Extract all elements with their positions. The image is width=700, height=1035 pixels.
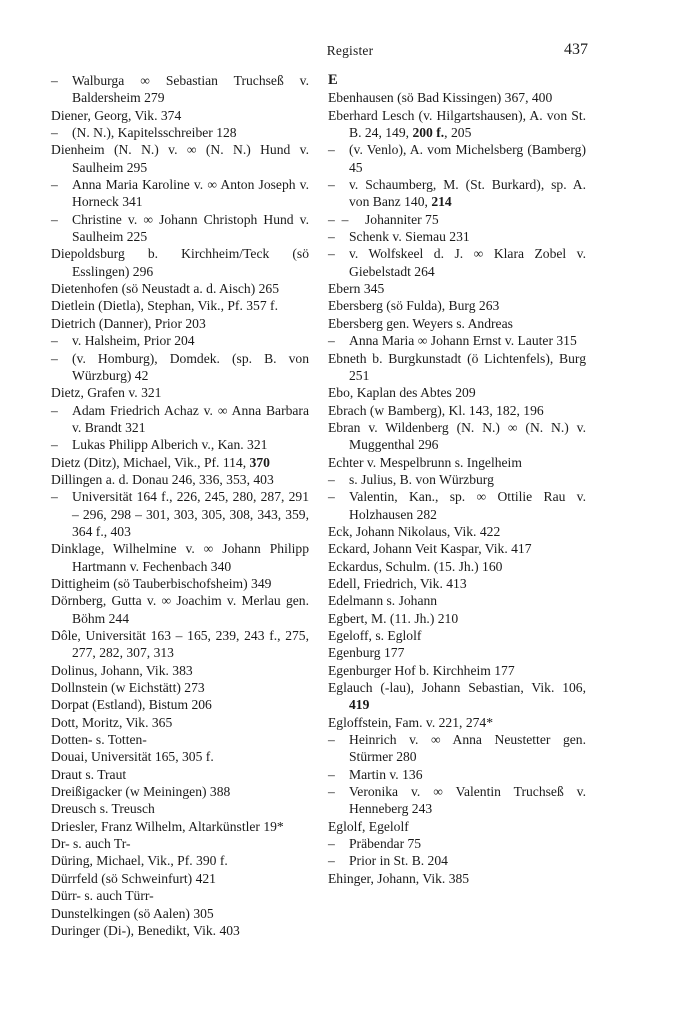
index-entry	[51, 731, 309, 748]
index-subentry	[51, 72, 309, 107]
index-entry	[51, 280, 309, 297]
index-subentry	[328, 783, 586, 818]
index-entry	[328, 454, 586, 471]
index-entry	[328, 540, 586, 557]
entry-text-tail: , 205	[444, 125, 472, 141]
index-entry	[328, 610, 586, 627]
entry-text: Duringer (Di-), Benedikt, Vik. 403	[51, 922, 240, 938]
entry-dash: –	[328, 246, 335, 262]
index-subentry	[328, 471, 586, 488]
running-head	[0, 41, 700, 63]
index-entry	[51, 905, 309, 922]
index-subentry	[328, 488, 586, 523]
index-subentry	[328, 211, 586, 228]
index-entry	[51, 766, 309, 783]
index-entry	[51, 679, 309, 696]
index-entry	[328, 350, 586, 385]
entry-text: Adam Friedrich Achaz v. ∞ Anna Barbara v. Brandt 321	[72, 402, 309, 435]
index-entry	[328, 384, 586, 401]
right-column	[328, 72, 586, 887]
index-entry	[51, 887, 309, 904]
index-subentry	[51, 436, 309, 453]
entry-text: Dinklage, Wilhelmine v. ∞ Johann Philipp Hartmann v. Fechenbach 340	[51, 541, 309, 574]
entry-text: Eckardus, Schulm. (15. Jh.) 160	[328, 558, 503, 574]
index-subentry	[328, 141, 586, 176]
entry-text: Dott, Moritz, Vik. 365	[51, 714, 173, 730]
index-entry	[51, 384, 309, 401]
entry-text: Egenburger Hof b. Kirchheim 177	[328, 662, 515, 678]
entry-dash: –	[51, 177, 58, 193]
entry-text: Egloffstein, Fam. v. 221, 274*	[328, 714, 494, 730]
entry-dash: –	[51, 437, 58, 453]
entry-text: Douai, Universität 165, 305 f.	[51, 749, 214, 765]
entry-text: Dietenhofen (sö Neustadt a. d. Aisch) 265	[51, 281, 280, 297]
entry-text: (v. Homburg), Domdek. (sp. B. von Würzburg) 42	[72, 350, 309, 383]
entry-text: Egbert, M. (11. Jh.) 210	[328, 610, 459, 626]
entry-dash: –	[328, 732, 335, 748]
index-entry	[51, 835, 309, 852]
index-entry	[51, 540, 309, 575]
entry-dash: –	[51, 211, 58, 227]
entry-dash: –	[51, 333, 58, 349]
entry-dash: –	[51, 73, 58, 88]
entry-text: Dreißigacker (w Meiningen) 388	[51, 784, 231, 800]
entry-dash: –	[328, 333, 335, 349]
entry-text: Diener, Georg, Vik. 374	[51, 107, 182, 123]
entry-text: Ehinger, Johann, Vik. 385	[328, 870, 470, 886]
entry-dash: –	[328, 766, 335, 782]
entry-dash: –	[328, 836, 335, 852]
entry-text: Heinrich v. ∞ Anna Neustetter gen. Stürmer 280	[349, 732, 586, 765]
index-subentry	[328, 731, 586, 766]
index-subentry	[51, 332, 309, 349]
entry-text: Dillingen a. d. Donau 246, 336, 353, 403	[51, 471, 274, 487]
entry-text: Dietlein (Dietla), Stephan, Vik., Pf. 357 f.	[51, 298, 278, 314]
index-entry	[328, 523, 586, 540]
entry-text: Dienheim (N. N.) v. ∞ (N. N.) Hund v. Saulheim 295	[51, 142, 309, 175]
entry-text: (N. N.), Kapitelsschreiber 128	[72, 125, 237, 141]
index-subentry	[51, 350, 309, 385]
entry-text: Eck, Johann Nikolaus, Vik. 422	[328, 523, 501, 539]
entry-text: v. Schaumberg, M. (St. Burkard), sp. A. von Banz 140,	[349, 177, 586, 210]
index-entry	[328, 818, 586, 835]
index-subentry	[328, 245, 586, 280]
entry-text: Diepoldsburg b. Kirchheim/Teck (sö Esslingen) 296	[51, 246, 309, 279]
entry-text: Dr- s. auch Tr-	[51, 836, 131, 852]
entry-text: Christine v. ∞ Johann Christoph Hund v. Saulheim 225	[72, 211, 309, 245]
index-entry	[328, 89, 586, 106]
entry-text: Dietz (Ditz), Michael, Vik., Pf. 114,	[51, 454, 250, 470]
index-entry	[328, 592, 586, 609]
index-entry	[51, 748, 309, 765]
entry-text: Walburga ∞ Sebastian Truchseß v. Baldersheim 279	[72, 73, 309, 106]
index-entry	[51, 818, 309, 835]
entry-main-reference: 370	[249, 454, 270, 470]
entry-text: Ebran v. Wildenberg (N. N.) ∞ (N. N.) v. Muggenthal 296	[328, 419, 586, 453]
index-entry	[51, 575, 309, 592]
entry-text: Dunstelkingen (sö Aalen) 305	[51, 905, 214, 921]
entry-text: Dollnstein (w Eichstätt) 273	[51, 680, 205, 696]
entry-dash: –	[328, 853, 335, 869]
index-entry	[51, 696, 309, 713]
index-entry	[51, 922, 309, 939]
section-letter: E	[328, 72, 338, 88]
index-entry	[51, 592, 309, 627]
entry-text: Edelmann s. Johann	[328, 593, 438, 609]
index-entry	[51, 141, 309, 176]
entry-dash: –	[328, 471, 335, 487]
index-subentry	[51, 176, 309, 211]
entry-text: Ebo, Kaplan des Abtes 209	[328, 385, 476, 401]
index-subentry	[51, 124, 309, 141]
entry-text: Dotten- s. Totten-	[51, 732, 147, 748]
index-entry	[328, 627, 586, 644]
index-subentry	[328, 852, 586, 869]
entry-text: Dreusch s. Treusch	[51, 801, 155, 817]
index-entry	[328, 419, 586, 454]
index-subentry	[51, 488, 309, 540]
entry-text: Johanniter 75	[365, 211, 439, 227]
index-entry	[328, 107, 586, 142]
entry-text: Universität 164 f., 226, 245, 280, 287, 291 – 296, 298 – 301, 303, 305, 308, 343, 359, 364 f., 403	[72, 489, 309, 539]
index-entry	[51, 471, 309, 488]
index-entry	[51, 454, 309, 471]
index-entry	[51, 852, 309, 869]
entry-text: (v. Venlo), A. vom Michelsberg (Bamberg) 45	[349, 142, 586, 175]
index-entry	[328, 679, 586, 714]
entry-text: Veronika v. ∞ Valentin Truchseß v. Henneberg 243	[349, 784, 586, 817]
entry-main-reference: 214	[431, 194, 452, 210]
entry-text: Egenburg 177	[328, 645, 405, 661]
index-entry	[51, 800, 309, 817]
entry-text: Schenk v. Siemau 231	[349, 229, 470, 245]
entry-text: Eglolf, Egelolf	[328, 818, 409, 834]
entry-text: v. Wolfskeel d. J. ∞ Klara Zobel v. Giebelstadt 264	[349, 246, 586, 279]
entry-main-reference: 419	[349, 697, 370, 713]
index-entry	[51, 783, 309, 800]
entry-text: Dürrfeld (sö Schweinfurt) 421	[51, 870, 216, 886]
index-entry	[51, 107, 309, 124]
entry-text: Egeloff, s. Eglolf	[328, 628, 422, 643]
index-entry	[328, 870, 586, 887]
index-entry	[51, 662, 309, 679]
entry-text: Dörnberg, Gutta v. ∞ Joachim v. Merlau gen. Böhm 244	[51, 593, 309, 626]
entry-text: Edell, Friedrich, Vik. 413	[328, 575, 467, 591]
index-entry	[51, 714, 309, 731]
index-subentry	[328, 332, 586, 349]
entry-text: Ebersberg (sö Fulda), Burg 263	[328, 298, 500, 314]
entry-dash: –	[328, 142, 335, 158]
index-entry	[328, 662, 586, 679]
entry-text: Düring, Michael, Vik., Pf. 390 f.	[51, 853, 228, 869]
entry-text: Lukas Philipp Alberich v., Kan. 321	[72, 437, 268, 453]
entry-text: Prior in St. B. 204	[349, 853, 448, 869]
left-column	[51, 72, 309, 939]
entry-dash: – –	[328, 211, 349, 227]
entry-text: Draut s. Traut	[51, 766, 127, 782]
index-entry	[328, 575, 586, 592]
entry-dash: –	[51, 402, 58, 418]
entry-text: Dittigheim (sö Tauberbischofsheim) 349	[51, 575, 272, 591]
entry-text: s. Julius, B. von Würzburg	[349, 471, 494, 487]
index-subentry	[51, 402, 309, 437]
index-entry	[51, 245, 309, 280]
index-subentry	[51, 211, 309, 246]
entry-dash: –	[328, 489, 335, 505]
entry-text: Dôle, Universität 163 – 165, 239, 243 f., 275, 277, 282, 307, 313	[51, 628, 309, 661]
entry-dash: –	[328, 229, 335, 245]
entry-text: Eckard, Johann Veit Kaspar, Vik. 417	[328, 541, 532, 557]
entry-dash: –	[51, 350, 58, 366]
index-entry	[51, 627, 309, 662]
index-subentry	[328, 835, 586, 852]
index-entry	[328, 558, 586, 575]
entry-text: Ebersberg gen. Weyers s. Andreas	[328, 315, 513, 331]
entry-text: Ebenhausen (sö Bad Kissingen) 367, 400	[328, 90, 553, 106]
index-entry	[328, 280, 586, 297]
entry-main-reference: 200 f.	[412, 125, 445, 141]
index-entry	[51, 315, 309, 332]
entry-text: Valentin, Kan., sp. ∞ Ottilie Rau v. Holzhausen 282	[349, 489, 586, 522]
index-entry	[328, 297, 586, 314]
index-subentry	[328, 228, 586, 245]
index-entry	[328, 315, 586, 332]
entry-text: v. Halsheim, Prior 204	[72, 333, 195, 349]
entry-text: Martin v. 136	[349, 766, 423, 782]
page-number: 437	[564, 41, 588, 58]
entry-text: Driesler, Franz Wilhelm, Altarkünstler 19*	[51, 818, 284, 834]
entry-dash: –	[51, 489, 58, 505]
entry-dash: –	[328, 177, 335, 193]
entry-text: Eglauch (-lau), Johann Sebastian, Vik. 106,	[328, 680, 586, 696]
entry-text: Ebneth b. Burgkunstadt (ö Lichtenfels), Burg 251	[328, 350, 586, 383]
index-entry	[51, 870, 309, 887]
entry-text: Dorpat (Estland), Bistum 206	[51, 697, 212, 713]
entry-text: Echter v. Mespelbrunn s. Ingelheim	[328, 454, 522, 470]
entry-text: Dietz, Grafen v. 321	[51, 385, 162, 401]
entry-text: Anna Maria Karoline v. ∞ Anton Joseph v. Horneck 341	[72, 177, 309, 210]
entry-text: Ebern 345	[328, 281, 385, 297]
index-subentry	[328, 176, 586, 211]
entry-text: Dolinus, Johann, Vik. 383	[51, 662, 193, 678]
entry-text: Präbendar 75	[349, 836, 422, 852]
entry-dash: –	[328, 784, 335, 800]
entry-text: Anna Maria ∞ Johann Ernst v. Lauter 315	[349, 333, 577, 349]
index-entry	[328, 714, 586, 731]
index-subentry	[328, 766, 586, 783]
entry-text: Dürr- s. auch Türr-	[51, 888, 154, 904]
index-entry	[328, 402, 586, 419]
entry-text: Ebrach (w Bamberg), Kl. 143, 182, 196	[328, 402, 544, 418]
entry-dash: –	[51, 125, 58, 141]
index-entry	[51, 297, 309, 314]
running-title: Register	[326, 43, 374, 58]
entry-text: Dietrich (Danner), Prior 203	[51, 315, 206, 331]
index-entry	[328, 644, 586, 661]
entry-text: Eberhard Lesch (v. Hilgartshausen), A. von St. B. 24, 149,	[328, 107, 586, 141]
